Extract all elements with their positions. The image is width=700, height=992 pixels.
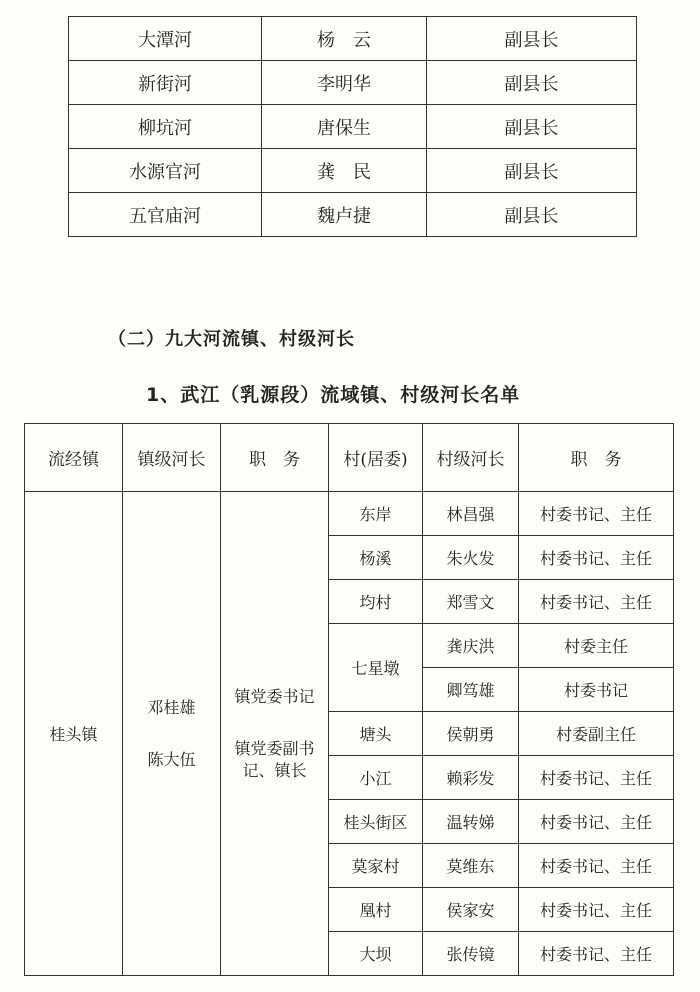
village-chief-cell: 莫维东 — [423, 844, 519, 888]
table-body — [25, 492, 674, 976]
river-name-cell: 水源官河 — [69, 149, 262, 193]
town-chief-title: 记、镇长 — [242, 760, 307, 780]
header-village: 村(居委) — [329, 424, 423, 492]
table-row — [69, 17, 637, 61]
village-cell: 均村 — [329, 580, 423, 624]
chief-name-cell: 唐保生 — [262, 105, 427, 149]
village-chief-cell: 侯家安 — [423, 888, 519, 932]
village-cell: 大坝 — [329, 932, 423, 976]
village-title-cell: 村委书记、主任 — [519, 844, 674, 888]
chief-name-cell: 杨 云 — [262, 17, 427, 61]
village-chief-cell: 温转娣 — [423, 800, 519, 844]
chief-name-cell: 魏卢捷 — [262, 193, 427, 237]
town-chief-title: 镇党委书记 — [234, 686, 315, 706]
village-title-cell: 村委书记、主任 — [519, 580, 674, 624]
town-chiefs-cell — [123, 492, 221, 976]
table-row — [69, 105, 637, 149]
table-header — [25, 424, 674, 492]
county-chief-table — [68, 16, 637, 237]
table-row — [25, 492, 674, 536]
town-cell: 桂头镇 — [25, 492, 123, 976]
chief-title-cell: 副县长 — [427, 105, 637, 149]
river-name-cell: 五官庙河 — [69, 193, 262, 237]
village-title-cell: 村委副主任 — [519, 712, 674, 756]
chief-title-cell: 副县长 — [427, 17, 637, 61]
village-title-cell: 村委书记、主任 — [519, 800, 674, 844]
village-cell: 小江 — [329, 756, 423, 800]
header-village-title: 职 务 — [519, 424, 674, 492]
village-title-cell: 村委书记、主任 — [519, 888, 674, 932]
village-chief-cell: 朱火发 — [423, 536, 519, 580]
chief-title-cell: 副县长 — [427, 61, 637, 105]
village-title-cell: 村委主任 — [519, 624, 674, 668]
chief-name-cell: 龚 民 — [262, 149, 427, 193]
town-titles-cell — [221, 492, 329, 976]
village-chief-cell: 侯朝勇 — [423, 712, 519, 756]
town-chief-name: 邓桂雄 — [147, 697, 196, 717]
header-town-chief: 镇级河长 — [123, 424, 221, 492]
village-cell: 莫家村 — [329, 844, 423, 888]
village-cell: 塘头 — [329, 712, 423, 756]
town-village-chief-table — [24, 423, 674, 976]
village-cell: 桂头街区 — [329, 800, 423, 844]
village-title-cell: 村委书记、主任 — [519, 536, 674, 580]
town-chief-title: 镇党委副书 — [234, 738, 315, 758]
village-title-cell: 村委书记 — [519, 668, 674, 712]
village-chief-cell: 张传镜 — [423, 932, 519, 976]
village-cell: 东岸 — [329, 492, 423, 536]
village-cell: 杨溪 — [329, 536, 423, 580]
village-chief-cell: 龚庆洪 — [423, 624, 519, 668]
chief-title-cell: 副县长 — [427, 149, 637, 193]
county-chief-table-body — [69, 17, 637, 237]
river-name-cell: 柳坑河 — [69, 105, 262, 149]
section-heading: （二）九大河流镇、村级河长 — [108, 329, 355, 350]
village-title-cell: 村委书记、主任 — [519, 932, 674, 976]
table-row — [69, 149, 637, 193]
town-chief-name: 陈大伍 — [147, 749, 196, 769]
village-title-cell: 村委书记、主任 — [519, 756, 674, 800]
table-row — [69, 193, 637, 237]
village-title-cell: 村委书记、主任 — [519, 492, 674, 536]
chief-title-cell: 副县长 — [427, 193, 637, 237]
table-row — [69, 61, 637, 105]
header-row — [25, 424, 674, 492]
header-town: 流经镇 — [25, 424, 123, 492]
village-cell: 七星墩 — [329, 624, 423, 712]
sub-heading: 1、武江（乳源段）流域镇、村级河长名单 — [146, 384, 521, 406]
header-village-chief: 村级河长 — [423, 424, 519, 492]
village-chief-cell: 林昌强 — [423, 492, 519, 536]
village-chief-cell: 赖彩发 — [423, 756, 519, 800]
village-cell: 凰村 — [329, 888, 423, 932]
village-chief-cell: 郑雪文 — [423, 580, 519, 624]
river-name-cell: 大潭河 — [69, 17, 262, 61]
header-town-title: 职 务 — [221, 424, 329, 492]
river-name-cell: 新街河 — [69, 61, 262, 105]
chief-name-cell: 李明华 — [262, 61, 427, 105]
village-chief-cell: 卿笃雄 — [423, 668, 519, 712]
